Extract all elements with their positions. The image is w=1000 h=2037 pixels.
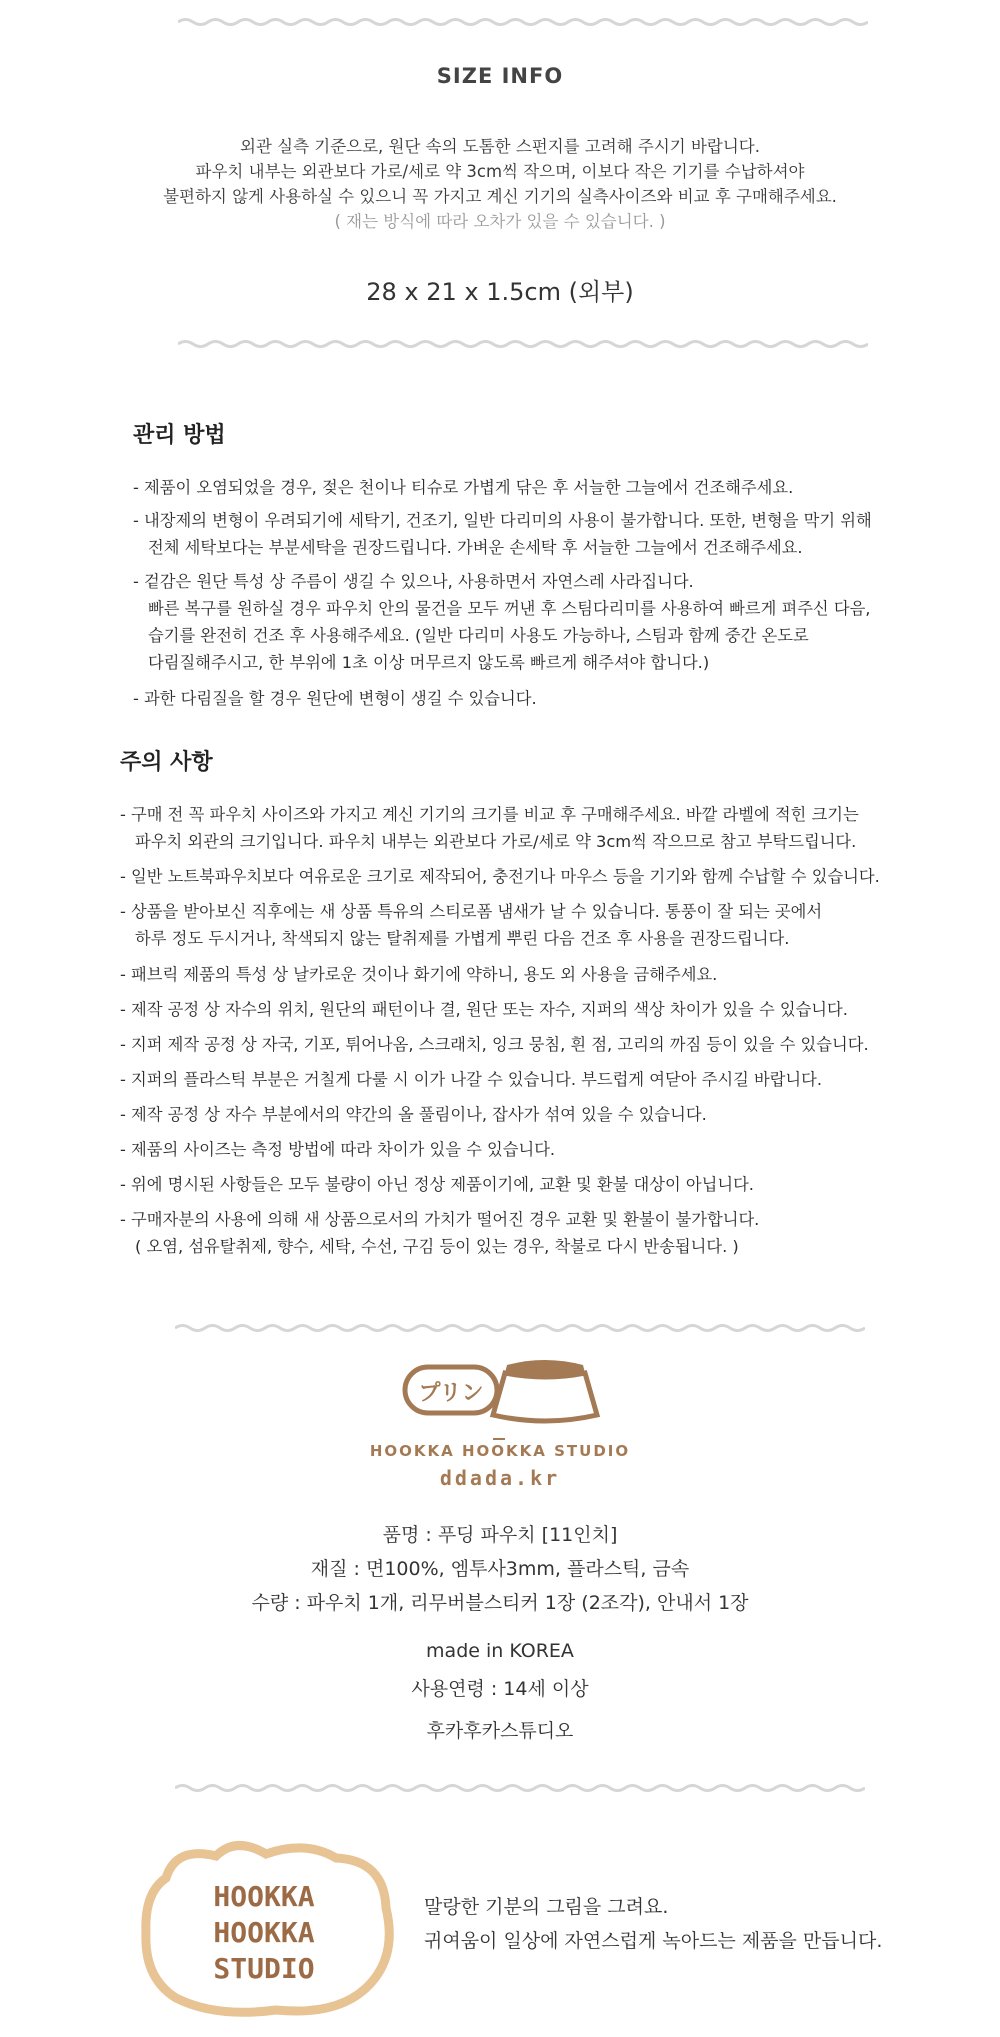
size-info-line: 외관 실측 기준으로, 원단 속의 도톰한 스펀지를 고려해 주시기 바랍니다. [240,137,760,156]
caution-line: - 제작 공정 상 자수의 위치, 원단의 패턴이나 결, 원단 또는 자수, 지퍼의 색상 차이가 있을 수 있습니다. [120,1000,848,1019]
caution-item [120,996,848,1023]
brand-line: 말랑한 기분의 그림을 그려요. [424,1896,669,1918]
size-info-title: SIZE INFO [436,64,564,88]
care-item [133,474,793,501]
caution-line: - 제품의 사이즈는 측정 방법에 따라 차이가 있을 수 있습니다. [120,1140,556,1159]
care-line: - 내장제의 변형이 우려되기에 세탁기, 건조기, 일반 다리미의 사용이 불가합니다. 또한, 변형을 막기 위해 [133,511,872,530]
product-maker: 후카후카스튜디오 [426,1720,574,1742]
caution-title: 주의 사항 [120,750,213,775]
care-line: 습기를 완전히 건조 후 사용해주세요. (일반 다리미 사용도 가능하나, 스팀과 함께 중간 온도로 [148,626,809,645]
product-age: 사용연령 : 14세 이상 [411,1678,589,1700]
caution-item [120,801,859,855]
care-line: - 제품이 오염되었을 경우, 젖은 천이나 티슈로 가볍게 닦은 후 서늘한 그늘에서 건조해주세요. [133,478,794,497]
caution-line: - 구매 전 꼭 파우치 사이즈와 가지고 계신 기기의 크기를 비교 후 구매해주세요. 바깥 라벨에 적힌 크기는 [120,805,859,824]
badge-text: STUDIO [213,1952,315,1985]
caution-line: - 지퍼의 플라스틱 부분은 거칠게 다룰 시 이가 나갈 수 있습니다. 부드럽게 여닫아 주시길 바랍니다. [120,1070,823,1089]
product-material: 재질 : 면100%, 엠투사3mm, 플라스틱, 금속 [310,1558,690,1580]
care-line: 빠른 복구를 원하실 경우 파우치 안의 물건을 모두 꺼낸 후 스팀다리미를 사용하여 빠르게 펴주신 다음, [148,599,871,618]
pudding-body-icon [493,1373,597,1421]
care-item [133,568,870,676]
caution-item [120,898,822,952]
caution-line: - 패브릭 제품의 특성 상 날카로운 것이나 화기에 약하니, 용도 외 사용을 금해주세요. [120,965,718,984]
care-line: - 겉감은 원단 특성 상 주름이 생길 수 있으나, 사용하면서 자연스레 사라집니다. [133,572,694,591]
caution-line: - 상품을 받아보신 직후에는 새 상품 특유의 스티로폼 냄새가 날 수 있습니다. 통풍이 잘 되는 곳에서 [120,902,823,921]
badge-text: HOOKKA [213,1880,315,1913]
caution-item [120,1206,759,1260]
size-info-line: 불편하지 않게 사용하실 수 있으니 꼭 가지고 계신 기기의 실측사이즈와 비교 후 구매해주세요. [163,187,837,206]
caution-line: 하루 정도 두시거나, 착색되지 않는 탈취제를 가볍게 뿌린 다음 건조 후 사용을 권장드립니다. [135,929,790,948]
care-line: 다림질해주시고, 한 부위에 1초 이상 머무르지 않도록 빠르게 해주셔야 합니다.) [148,653,710,672]
caution-line: - 제작 공정 상 자수 부분에서의 약간의 올 풀림이나, 잡사가 섞여 있을 수 있습니다. [120,1105,707,1124]
size-info-line: 파우치 내부는 외관보다 가로/세로 약 3cm씩 작으며, 이보다 작은 기기를 수납하셔야 [195,162,805,181]
caution-item [120,1136,555,1163]
caution-line: - 지퍼 제작 공정 상 자국, 기포, 튀어나옴, 스크래치, 잉크 뭉침, 흰 점, 고리의 까짐 등이 있을 수 있습니다. [120,1035,869,1054]
care-title: 관리 방법 [133,423,226,448]
caution-item [120,863,880,890]
caution-item [120,1031,869,1058]
product-origin: made in KOREA [426,1640,574,1662]
size-info-text [0,134,1000,234]
care-item [133,685,537,712]
brand-description [424,1890,882,1958]
caution-line: - 일반 노트북파우치보다 여유로운 크기로 제작되어, 충전기나 마우스 등을 기기와 함께 수납할 수 있습니다. [120,867,880,886]
brand-badge [136,1838,396,2020]
care-line: - 과한 다림질을 할 경우 원단에 변형이 생길 수 있습니다. [133,689,537,708]
caution-item [120,1066,822,1093]
wave-divider [178,16,868,28]
care-line: 전체 세탁보다는 부분세탁을 권장드립니다. 가벼운 손세탁 후 서늘한 그늘에서 건조해주세요. [148,538,803,557]
care-item [133,507,872,561]
size-info-note: ( 재는 방식에 따라 오차가 있을 수 있습니다. ) [334,212,666,231]
product-name: 품명 : 푸딩 파우치 [11인치] [382,1524,618,1546]
brand-line: 귀여움이 일상에 자연스럽게 녹아드는 제품을 만듭니다. [424,1930,883,1952]
caution-item [120,1171,754,1198]
caution-item [120,1101,707,1128]
caution-item [120,961,717,988]
caution-line: ( 오염, 섬유탈취제, 향수, 세탁, 수선, 구김 등이 있는 경우, 착불로 다시 반송됩니다. ) [135,1237,739,1256]
wave-divider [175,1782,865,1794]
pudding-label-text: プリン [418,1381,484,1406]
studio-url: ddada.kr [439,1466,561,1490]
caution-line: - 위에 명시된 사항들은 모두 불량이 아닌 정상 제품이기에, 교환 및 환불 대상이 아닙니다. [120,1175,754,1194]
product-quantity: 수량 : 파우치 1개, 리무버블스티커 1장 (2조각), 안내서 1장 [251,1592,749,1614]
badge-text: HOOKKA [213,1916,315,1949]
caution-line: - 구매자분의 사용에 의해 새 상품으로서의 가치가 떨어진 경우 교환 및 환불이 불가합니다. [120,1210,760,1229]
caution-line: 파우치 외관의 크기입니다. 파우치 내부는 외관보다 가로/세로 약 3cm씩 작으므로 참고 부탁드립니다. [135,832,857,851]
wave-divider [175,1322,865,1334]
size-dimension: 28 x 21 x 1.5cm (외부) [366,278,634,306]
wave-divider [178,338,868,350]
studio-wordmark: HOOKKA HOOKKA STUDIO [369,1442,631,1460]
